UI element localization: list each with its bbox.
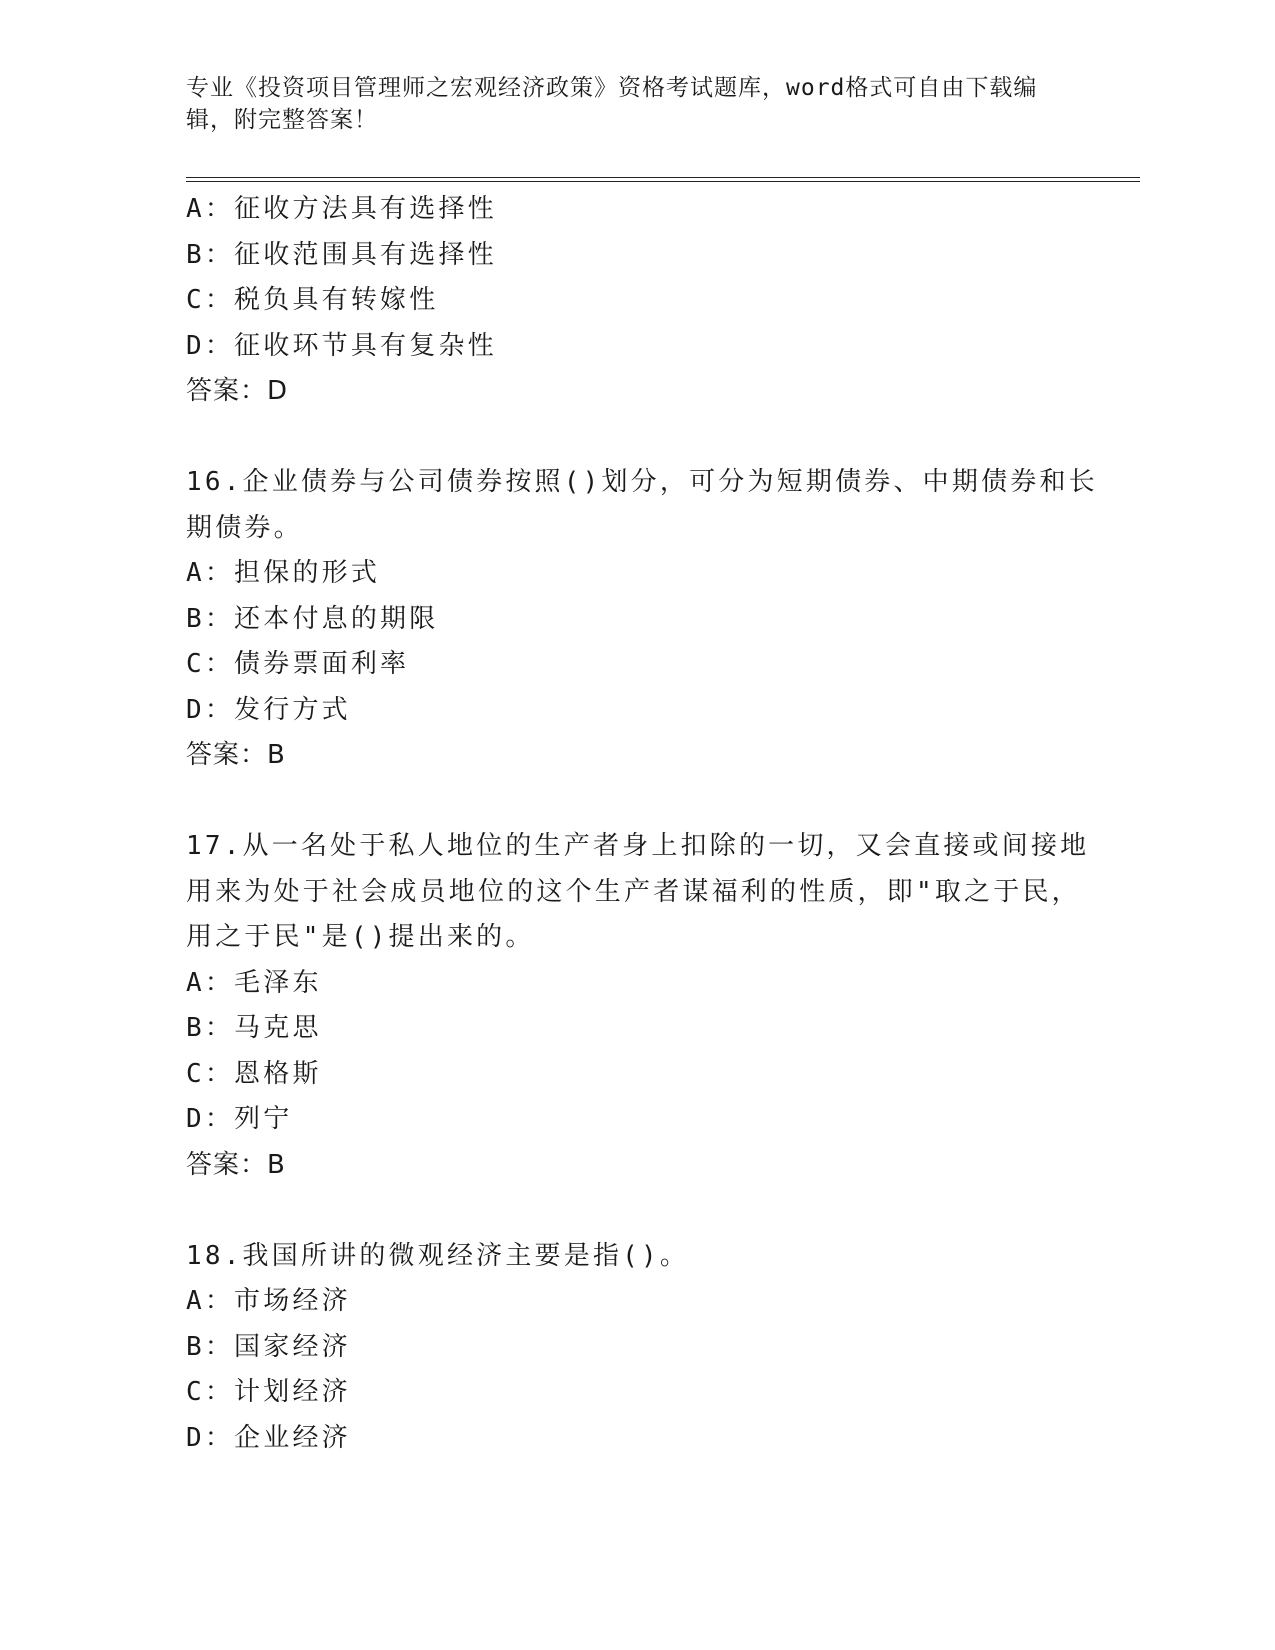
option-c: C：恩格斯 (186, 1058, 322, 1089)
spacer (186, 779, 1066, 825)
document-header: 专业《投资项目管理师之宏观经济政策》资格考试题库，word格式可自由下载编辑，附完整答案！ (186, 75, 1038, 133)
question-15-continued (186, 187, 1066, 415)
question-18 (186, 1234, 1066, 1462)
question-16 (186, 460, 1098, 779)
answer-line: 答案：D (186, 376, 289, 406)
option-b: B：征收范围具有选择性 (186, 239, 497, 270)
answer-line: 答案：B (186, 1149, 286, 1180)
spacer (186, 1188, 1066, 1234)
option-d: D：发行方式 (186, 694, 351, 725)
option-d: D：列宁 (186, 1104, 293, 1134)
question-17 (186, 824, 1090, 1188)
question-stem-line: 18.我国所讲的微观经济主要是指()。 (186, 1240, 690, 1271)
answer-line: 答案：B (186, 740, 286, 770)
option-a: A：市场经济 (186, 1286, 351, 1316)
option-a: A：征收方法具有选择性 (186, 194, 497, 224)
option-c: C：债券票面利率 (186, 649, 410, 679)
question-stem-line: 用来为处于社会成员地位的这个生产者谋福利的性质，即"取之于民， (186, 876, 1081, 907)
question-content (186, 187, 1098, 1461)
question-stem-line: 期债券。 (186, 512, 303, 543)
option-c: C：计划经济 (186, 1377, 351, 1407)
question-stem-line: 用之于民"是()提出来的。 (186, 922, 535, 952)
question-stem-line: 16.企业债券与公司债券按照()划分，可分为短期债券、中期债券和长 (186, 467, 1098, 497)
option-b: B：国家经济 (186, 1331, 351, 1362)
question-stem-line: 17.从一名处于私人地位的生产者身上扣除的一切，又会直接或间接地 (186, 831, 1090, 861)
option-d: D：企业经济 (186, 1422, 351, 1453)
option-c: C：税负具有转嫁性 (186, 285, 439, 315)
option-d: D：征收环节具有复杂性 (186, 330, 497, 361)
option-a: A：毛泽东 (186, 967, 322, 998)
option-b: B：马克思 (186, 1013, 322, 1043)
option-b: B：还本付息的期限 (186, 603, 439, 634)
header-divider-top (186, 177, 1140, 178)
header-divider-bottom (186, 181, 1140, 182)
spacer (186, 415, 1066, 461)
option-a: A：担保的形式 (186, 558, 381, 588)
